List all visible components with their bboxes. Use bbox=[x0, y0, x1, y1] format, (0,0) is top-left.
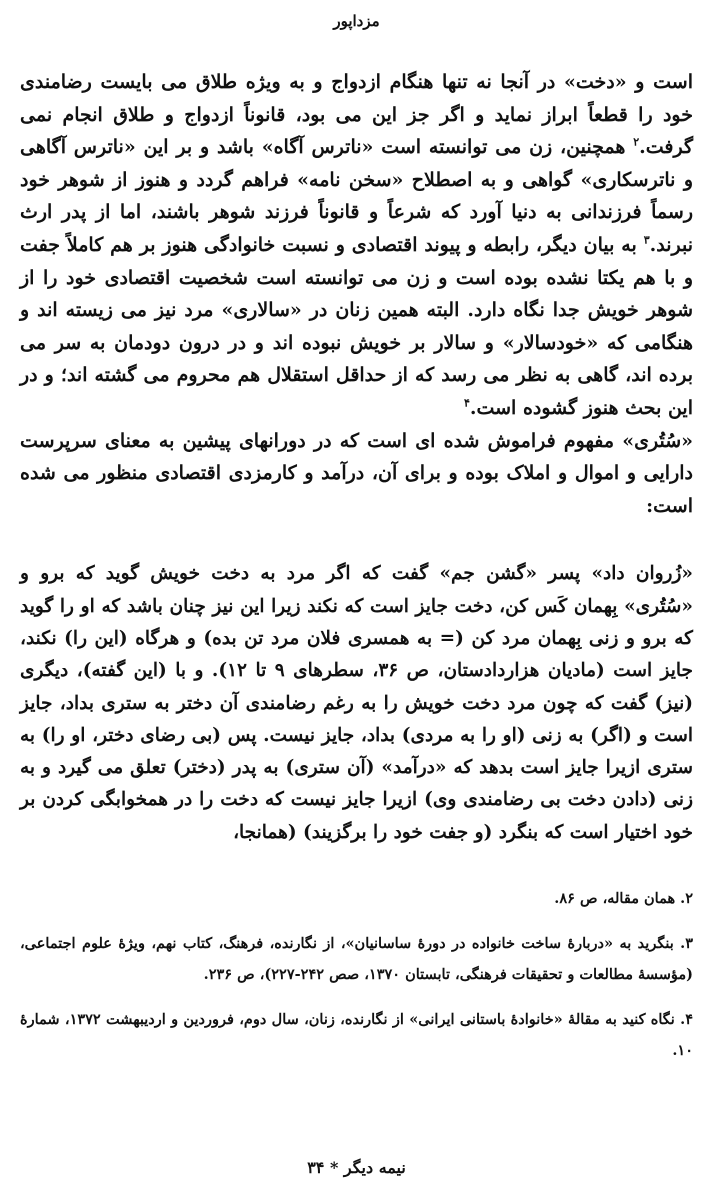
body-paragraph bbox=[20, 66, 693, 425]
page-number-footer: نیمه دیگر * ۳۴ bbox=[307, 1158, 406, 1177]
paragraph-text: همچنین، زن می توانسته است «ناترس آگاه» باشد و بر این «ناترس آگاهی و ناترسکاری» گواهی و به اصطلاح «سخن نامه» فراهم گردد و هنوز از شوهر خود رسماً فرزندانی به دنیا آورد که شرعاً و قانوناً فرزند شوهر باشند، اما از پدر ارث نبرند. bbox=[20, 136, 693, 256]
footnotes bbox=[20, 883, 693, 1066]
footnote-item: ۴. نگاه کنید به مقالهٔ «خانوادهٔ باستانی ایرانی» از نگارنده، زنان، سال دوم، فروردین و اردیبهشت ۱۳۷۲، شمارهٔ ۱۰. bbox=[20, 1010, 694, 1059]
footnote-marker: ۴ bbox=[463, 396, 470, 410]
footnote-item: ۳. بنگرید به «دربارهٔ ساخت خانواده در دورهٔ ساسانیان»، از نگارنده، فرهنگ، کتاب نهم، ویژهٔ علوم اجتماعی، (مؤسسهٔ مطالعات و تحقیقات فرهنگی، تابستان ۱۳۷۰، صص ۲۴۲-۲۲۷)، ص ۲۳۶. bbox=[20, 934, 693, 983]
body-paragraph: «سُتُری» مفهوم فراموش شده ای است که در دورانهای پیشین به معنای سرپرست دارایی و اموال و املاک بوده و برای آن، درآمد و کارمزدی اقتصادی منظور می شده است: bbox=[20, 429, 693, 517]
footnote-item: ۲. همان مقاله، ص ۸۶. bbox=[554, 889, 693, 907]
paragraph-text: به بیان دیگر، رابطه و پیوند اقتصادی و نسبت خانوادگی هنوز بر هم کاملاً جفت و با هم یکتا نشده بوده است و زن می توانسته است شخصیت اقتصادی خود را از شوهر خویش جدا نگاه دارد. البته همین زنان در «سالاری» مرد نیز می زیسته اند و هنگامی که «خودسالار» و سالار بر خویش نبوده اند و در درون دودمان به سر می برده اند، گاهی به نظر می رسد که از حداقل استقلال هم محروم می گشته اند؛ و در این بحث هنوز گشوده است. bbox=[20, 233, 693, 419]
footnote-marker: ۳ bbox=[643, 233, 650, 247]
footnote-marker: ۲ bbox=[633, 135, 640, 149]
running-title: مزداپور bbox=[333, 12, 380, 30]
paragraph-text: است و «دخت» در آنجا نه تنها هنگام ازدواج و به ویژه طلاق می بایست رضامندی خود را قطعاً ابراز نماید و اگر جز این می بود، قانوناً ازدواج و طلاق انجام نمی گرفت. bbox=[20, 71, 693, 159]
block-quote: «زُروان داد» پسر «گشن جم» گفت که اگر مرد به دخت خویش گوید که برو و «سُتُری» بِهمان کَس کن، دخت جایز است که نکند زیرا این نیز چنان باشد که او را گوید که برو و زنی بِهمان مرد کن (= به همسری فلان مرد تن بده) و هرگاه (این را) نکند، جایز است (مادیان هزاردادستان، ص ۳۶، سطرهای ۹ تا ۱۲). و با (این گفته)، دیگری (نیز) گفت که چون مرد دخت خویش را به رغم رضامندی آن دختر به ستری بداد، جایز است و (اگر) به زنی (او را به مردی) بداد، جایز نیست. پس (بی رضای دختر، او را) به ستری ازیرا جایز است بدهد که «درآمد» (آن ستری) به پدر (دختر) تعلق می گیرد و به زنی (دادن دخت بی رضامندی وی) ازیرا جایز نیست که دخت را در همخوابگی کردن بر خود اختیار است که بنگرد (و جفت خود را برگزیند) (همانجا، bbox=[20, 563, 693, 843]
